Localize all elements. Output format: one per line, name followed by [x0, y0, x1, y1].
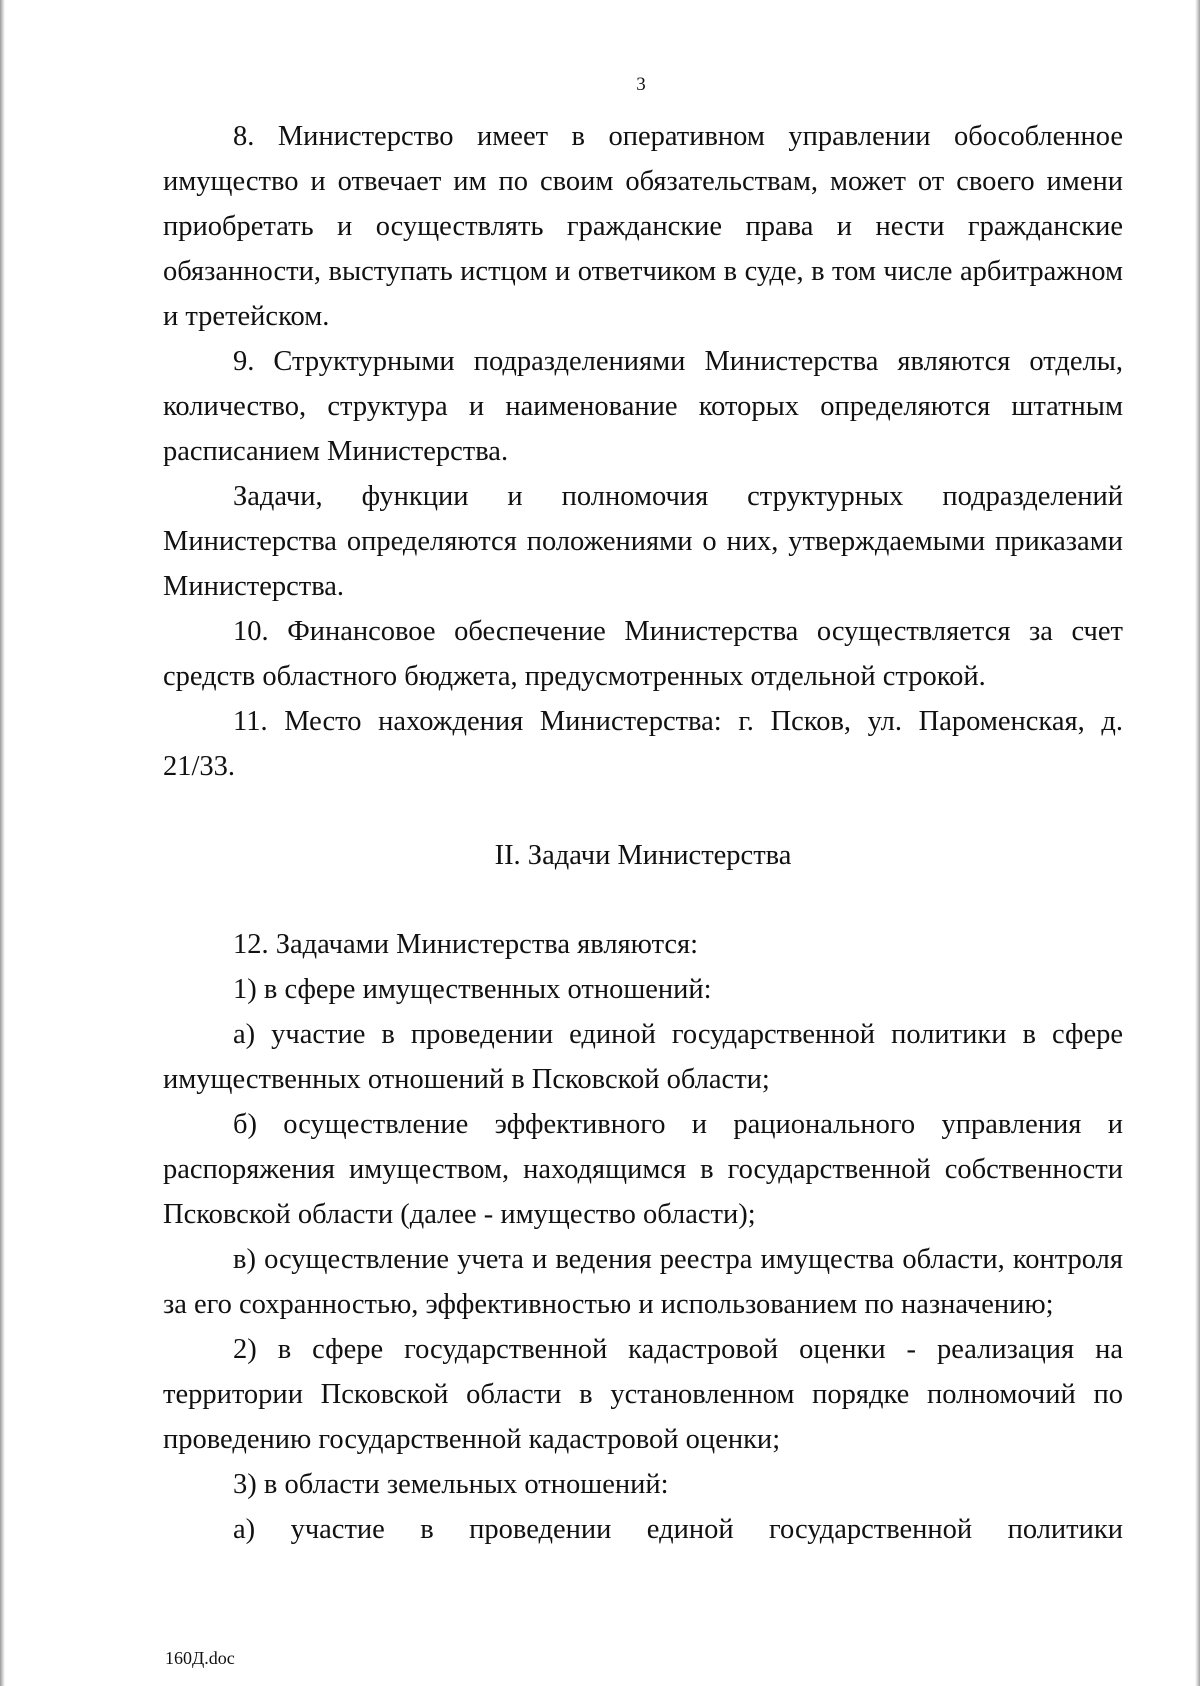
document-body — [163, 114, 1123, 1552]
item-3: 3) в области земельных отношений: — [233, 1469, 669, 1500]
paragraph-11: 11. Место нахождения Министерства: г. Псков, ул. Пароменская, д. 21/33. — [163, 706, 1123, 782]
paragraph-9: 9. Структурными подразделениями Министерства являются отделы, количество, структура и наименование которых определяются штатным расписанием Министерства. — [163, 346, 1123, 467]
paragraph-8: 8. Министерство имеет в оперативном управлении обособленное имущество и отвечает им по своим обязательствам, может от своего имени приобретать и осуществлять гражданские права и нести гражданские обязанности, выступать истцом и ответчиком в суде, в том числе арбитражном и третейском. — [163, 121, 1123, 332]
page-number: 3 — [636, 74, 646, 95]
item-1-b: б) осуществление эффективного и рационального управления и распоряжения имуществом, находящимся в государственной собственности Псковской области (далее - имущество области); — [163, 1109, 1123, 1230]
scan-edge-right — [1195, 0, 1200, 1686]
item-1-a: а) участие в проведении единой государственной политики в сфере имущественных отношений в Псковской области; — [163, 1019, 1123, 1095]
item-3-a: а) участие в проведении единой государственной политики — [233, 1514, 1123, 1545]
section-heading: II. Задачи Министерства — [494, 840, 792, 871]
item-1: 1) в сфере имущественных отношений: — [233, 974, 712, 1005]
footer-filename: 160Д.doc — [165, 1648, 235, 1668]
paragraph-12: 12. Задачами Министерства являются: — [233, 929, 699, 960]
paragraph-10: 10. Финансовое обеспечение Министерства осуществляется за счет средств областного бюджета, предусмотренных отдельной строкой. — [163, 616, 1123, 692]
paragraph-9-subdivisions: Задачи, функции и полномочия структурных подразделений Министерства определяются положениями о них, утверждаемыми приказами Министерства. — [163, 481, 1123, 602]
item-1-v: в) осуществление учета и ведения реестра имущества области, контроля за его сохранностью, эффективностью и использованием по назначению; — [163, 1244, 1123, 1320]
item-2: 2) в сфере государственной кадастровой оценки - реализация на территории Псковской области в установленном порядке полномочий по проведению государственной кадастровой оценки; — [163, 1334, 1123, 1455]
scan-edge-left — [0, 0, 5, 1686]
